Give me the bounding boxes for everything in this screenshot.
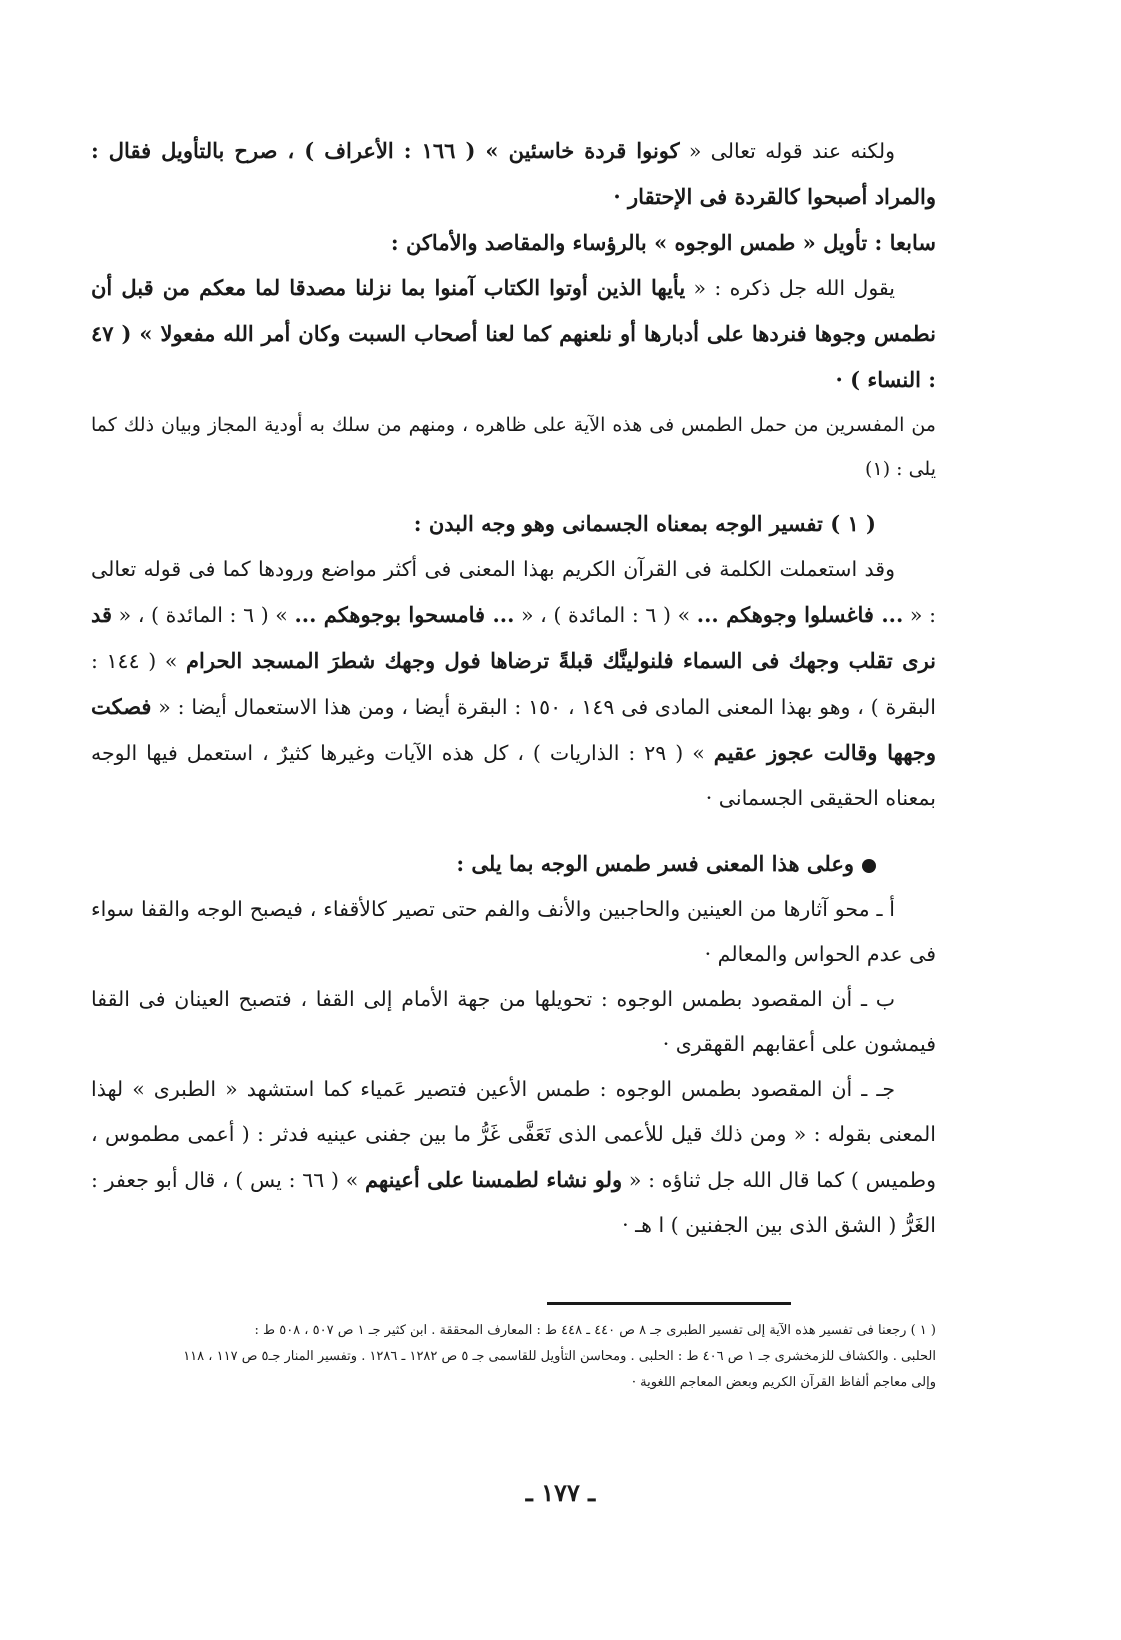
item-alif: [91, 887, 936, 977]
footnote-line: الحلبى . والكشاف للزمخشرى جـ ١ ص ٤٠٦ ط : الحلبى . ومحاسن التأويل للقاسمى جـ ٥ ص ١٢٨٢ ـ ١٢٨٦ . وتفسير المنار جـ٥ ص ١١٧ ، ١١٨: [183, 1349, 936, 1364]
heading-section-1: ( ١ ) تفسير الوجه بمعناه الجسمانى وهو وجه البدن :: [413, 511, 876, 536]
page-number: ـ ١٧٧ ـ: [525, 1478, 596, 1507]
segment-text: » ( ٦ : المائدة ) ، «: [514, 603, 697, 627]
segment-bold: ولو نشاء لطمسنا على أعينهم: [364, 1167, 623, 1192]
paragraph-usage: [91, 547, 936, 821]
body-text: [91, 128, 936, 1248]
segment-text: من المفسرين من حمل الطمس فى هذه الآية على ظاهره ، ومنهم من سلك به أودية المجاز وبيان ذلك كما يلى : (١): [91, 414, 936, 480]
footnote-line: وإلى معاجم ألفاظ القرآن الكريم وبعض المعاجم اللغوية ·: [631, 1375, 936, 1390]
segment-text: أ ـ محو آثارها من العينين والحاجبين والأنف والفم حتى تصير كالأقفاء ، فيصبح الوجه والقفا سواء فى عدم الحواس والمعالم ·: [91, 897, 936, 966]
paragraph-mufassirin: [91, 403, 936, 491]
segment-bold: يأيها الذين أوتوا الكتاب آمنوا بما نزلنا مصدقا لما معكم من قبل أن نطمس وجوها فنردها على أدبارها أو نلعنهم كما لعنا أصحاب السبت وكان أمر الله مفعولا » ( ٤٧ : النساء ) ·: [91, 275, 936, 392]
spacer: [91, 821, 936, 831]
bullet-heading: [91, 841, 936, 887]
segment-text: ب ـ أن المقصود بطمس الوجوه : تحويلها من جهة الأمام إلى القفا ، فتصبح العينان فى القفا فيمشون على أعقابهم القهقرى ·: [91, 987, 936, 1056]
footnote: [91, 1318, 936, 1396]
bullet-icon: [862, 859, 876, 873]
segment-bold: فصكت وجهها وقالت عجوز عقيم: [91, 694, 937, 765]
footnote-divider: [547, 1302, 791, 1305]
bullet-heading-text: وعلى هذا المعنى فسر طمس الوجه بما يلى :: [456, 851, 854, 876]
segment-text: » ( ٢٩ : الذاريات ) ، كل هذه الآيات وغيرها كثيرٌ ، استعمل فيها الوجه بمعناه الحقيقى الجسمانى ·: [91, 741, 936, 810]
paragraph-a3raf: [91, 128, 936, 220]
heading-sabian: سابعا : تأويل « طمس الوجوه » بالرؤساء والمقاصد والأماكن :: [390, 230, 936, 255]
segment-bold: ... فامسحوا بوجوهكم ...: [294, 602, 515, 627]
segment-text: وقد استعملت الكلمة فى القرآن الكريم بهذا المعنى فى أكثر مواضع ورودها كما فى قوله تعالى : «: [91, 557, 936, 627]
segment-bold: كونوا قردة خاسئين » ( ١٦٦ : الأعراف ) ، صرح بالتأويل فقال : والمراد أصبحوا كالقردة فى الإحتقار ·: [91, 138, 936, 209]
segment-bold: قد نرى تقلب وجهك فى السماء فلنولينَّك قبلةً ترضاها فول وجهك شطرَ المسجد الحرام: [91, 602, 937, 673]
segment-text: » ( ٦ : المائدة ) ، «: [112, 603, 295, 627]
segment-bold: ... فاغسلوا وجوهكم ...: [696, 602, 904, 627]
item-jim: [91, 1067, 936, 1248]
footnote-line: ( ١ ) رجعنا فى تفسير هذه الآية إلى تفسير الطبرى جـ ٨ ص ٤٤٠ ـ ٤٤٨ ط : المعارف المحققة . ابن كثير جـ ١ ص ٥٠٧ ، ٥٠٨ ط :: [254, 1323, 936, 1338]
segment-text: ولكنه عند قوله تعالى «: [679, 139, 895, 163]
segment-text: جـ ـ أن المقصود بطمس الوجوه : طمس الأعين فتصير عَمياء كما استشهد « الطبرى » لهذا المعنى بقوله : « ومن ذلك قيل للأعمى الذى تَعَفَّى غَرُّ ما بين جفنى عينيه فدثر : ( أعمى مطموس ، وطميس ) كما قال الله جل ثناؤه : «: [91, 1077, 936, 1192]
segment-text: يقول الله جل ذكره : «: [685, 276, 895, 300]
segment-text: » ( ٦٦ : يس ) ، قال أبو جعفر : الغَرُّ ( الشق الذى بين الجفنين ) ا هـ ·: [91, 1168, 936, 1237]
segment-text: » ( ١٤٤ : البقرة ) ، وهو بهذا المعنى المادى فى ١٤٩ ، ١٥٠ : البقرة أيضا ، ومن هذا الاستعمال أيضا : «: [91, 649, 936, 719]
item-ba: [91, 977, 936, 1067]
paragraph-verse-nisa: [91, 265, 936, 403]
